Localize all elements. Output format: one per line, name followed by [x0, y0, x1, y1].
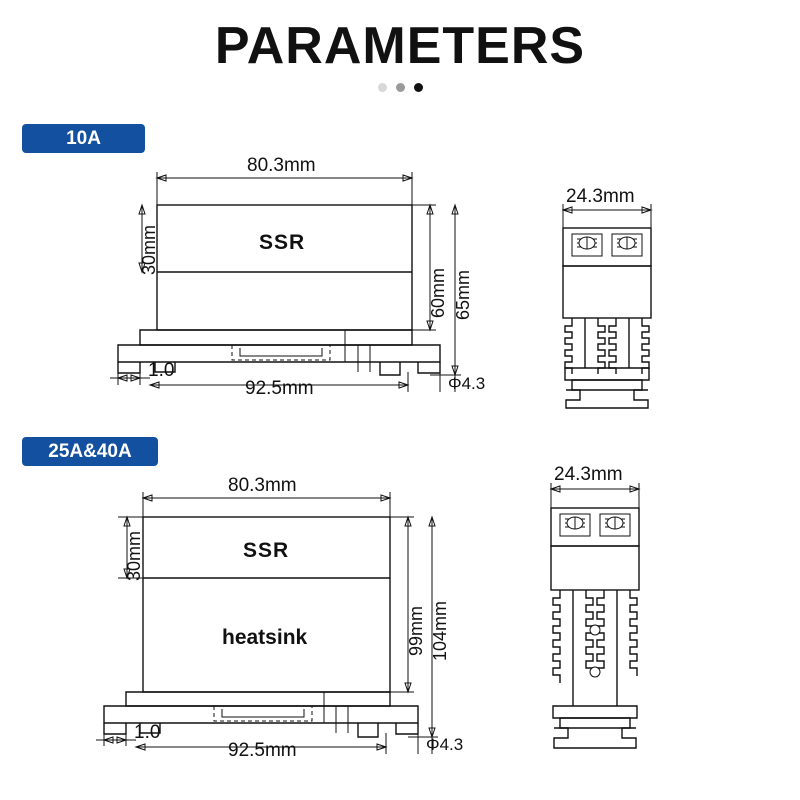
section-badge-25a: 25A&40A [22, 437, 158, 466]
dim-hole-10a: Φ4.3 [448, 374, 486, 393]
dim-width-10a: 80.3mm [247, 155, 316, 176]
body-text-ssr-10a: SSR [259, 231, 306, 254]
dim-hole-25a: Φ4.3 [426, 735, 464, 754]
dim-foot-10a: 1.0 [148, 360, 175, 381]
dim-side-width-10a: 24.3mm [566, 186, 635, 207]
dim-side-width-25a: 24.3mm [554, 464, 623, 485]
section-badge-10a: 10A [22, 124, 145, 153]
dim-top-height-25a: 30mm [124, 530, 144, 581]
page-title: PARAMETERS [214, 17, 586, 75]
dim-foot-25a: 1.0 [134, 722, 161, 743]
dim-overall-height-25a: 104mm [430, 600, 450, 661]
dim-body-height-25a: 99mm [406, 605, 426, 656]
body-text-ssr-25a: SSR [243, 539, 290, 562]
body-text-heatsink-25a: heatsink [222, 626, 308, 649]
dim-base-10a: 92.5mm [245, 378, 314, 399]
dim-overall-height-10a: 65mm [453, 269, 473, 320]
dim-body-height-10a: 60mm [428, 267, 448, 318]
dim-base-25a: 92.5mm [228, 740, 297, 761]
dim-width-25a: 80.3mm [228, 475, 297, 496]
dim-top-height-10a: 30mm [139, 224, 159, 275]
